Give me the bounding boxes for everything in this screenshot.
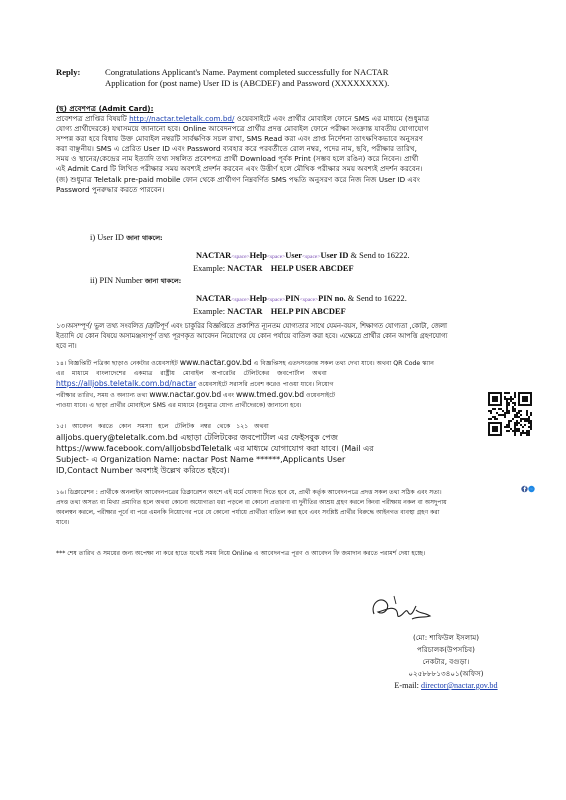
space-token: <space> [266,254,286,260]
signatory-title: পরিচালক(উপসচিব) [416,645,475,654]
signatory-phone: ০২৫৮৮৮১৩৪০১(অফিস) [408,669,484,678]
pin-heading-text: ii) PIN Number [90,276,143,285]
note-line [56,390,476,401]
note-line [56,379,476,390]
director-email-link[interactable]: director@nactar.gov.bd [421,681,498,690]
admit-text: প্রবেশপত্র প্রাপ্তির বিষয়টি [56,114,130,123]
sms-token: PIN [285,294,300,303]
admit-text: ওয়েবসাইটে এবং প্রার্থীর মোবাইল ফোনে SMS এর মাধ্যমে (শুধুমাত্র [234,114,430,123]
note-line: অবলম্বন করলে, পরীক্ষার পূর্বে বা পরে এমনকি নিয়োগের পরে যে কোনো পর্যায়ে প্রার্থীতা বাতিল করা হবে এবং সংশ্লিষ্ট প্রার্থীর বিরুদ্ধে আইনগত ব্যবস্থা গ্রহণ করা [56,509,440,516]
qr-code-icon [488,392,532,440]
note-text: ১৪। বিজ্ঞপ্তিটি পত্রিকা ছাড়াও নেকটার ওয়েবসাইট [56,360,180,367]
nactar-website-text: www.nactar.gov.bd [149,390,222,399]
pin-heading [90,275,407,287]
signatory-org: নেকটার, বগুড়া। [422,657,470,666]
sms-token: Help [249,251,267,260]
admit-para-line: সময় ও স্থানের/কেন্দ্রের নাম ইত্যাদি তথ্য সম্বলিত প্রবেশপত্র প্রার্থী Download পূর্বক Print (সম্ভব হলে রঙিন) করে নিবেন। প্রার্থী [56,154,419,163]
recovery-para-line: (জ) শুধুমাত্র Teletalk pre-paid mobile ফোন থেকে প্রার্থীগণ নিম্নবর্ণিত SMS পদ্ধতি অনুসরণ করে নিজ নিজ User ID এবং [56,175,420,184]
note-line: ১৫। আবেদন করতে কোন সমস্যা হলে টেলিটক নম্বর থেকে ১২১ অথবা [56,423,269,430]
alljobs-link[interactable]: https://alljobs.teletalk.com.bd/nactar [56,379,197,388]
space-token: <space> [266,297,286,303]
admit-para-line: যোগ্য প্রার্থীদেরকে) যথাসময়ে জানানো হবে। Online আবেদনপত্রে প্রার্থীর প্রদত্ত মোবাইল ফোনে পরীক্ষা সংক্রান্ত যাবতীয় যোগাযোগ [56,124,429,133]
space-token: <space> [299,297,319,303]
note-line: ১৬। ডিক্লারেশন : প্রার্থীকে অনলাইন আবেদনপত্রের ডিক্লারেশন অংশে এই মর্মে ঘোষণা দিতে হবে যে, প্রার্থী কর্তৃক আবেদনপত্রে প্রদত্ত সকল তথ্য সঠিক এবং সত্য। [56,489,442,496]
user-id-sms-format [196,250,410,263]
note-line: ইত্যাদি যে কোন বিষয়ে অসামঞ্জস্যপূর্ণ তথ্য পূরণকৃত আবেদন নিয়োগের যে কোন পর্যায়ে বাতিল করা হবে। এক্ষেত্রে প্রার্থীর কোন আপত্তি গ্রহণযোগ্য [56,332,448,340]
note-line: *** শেষ তারিখ ও সময়ের জন্য অপেক্ষা না করে হাতে যথেষ্ট সময় নিয়ে Online এ আবেদনপত্র পূরণ ও আবেদন ফি জমাদান করতে পরামর্শ দেয়া হচ্ছে। [56,550,426,557]
note-text: এবং [221,392,236,399]
space-token: <space> [231,254,250,260]
example-label: Example: [193,307,226,316]
note-line: https://www.facebook.com/alljobsbdTeletalk এর মাধ্যমে যোগাযোগ করা যাবে। (Mail এর [56,444,374,453]
deadline-advice [56,549,528,559]
pin-sms-format [196,293,407,306]
sms-token: User [285,251,303,260]
note-16 [56,488,528,528]
admit-para-line [56,114,526,124]
note-line: হবে না। [56,342,77,350]
space-token: <space> [231,297,250,303]
note-line: ID,Contact Number অবশ্যই উল্লেখ করিতে হইবে)। [56,466,230,475]
note-13 [56,321,526,351]
signatory-name: (মো: শাফিউল ইসলাম) [412,633,480,642]
note-text: ওয়েবসাইটে [304,392,336,399]
user-id-heading-suffix: জানা থাকলে: [123,234,163,242]
tmed-website-text: www.tmed.gov.bd [235,390,305,399]
nactar-website-text: www.nactar.gov.bd [179,358,252,367]
signature-image [366,592,444,632]
pin-heading-suffix: জানা থাকলে: [142,277,182,285]
email-label: E-mail: [394,681,422,690]
note-line: alljobs.query@teletalk.com.bd এছাড়া টেলিটকের জবপোর্টাল এর ফেইসবুক পেজ [56,433,338,442]
note-line: যাবে। [56,519,70,526]
sms-token: PIN no. [318,294,346,303]
sms-token: NACTAR [196,294,232,303]
note-line [56,358,476,369]
note-line: ১৩।অসম্পূর্ণ/ ভুল তথ্য সংবলিত /ত্রুটিপূর্ণ এবং চাকুরির বিজ্ঞপ্তিতে প্রকাশিত ন্যূনতম যোগ্যতার সাথে যেমন-বয়স, শিক্ষাগত যোগ্যতা ,কোটা, জেলা [56,322,447,330]
admit-para-line: এই Admit Card টি লিখিত পরীক্ষার সময় অবশ্যই প্রদর্শন করবেন এবং উত্তীর্ণ হলে মৌখিক পরীক্ষার সময় অবশ্যই প্রদর্শন করবেন। [56,164,423,173]
user-id-sms-block [90,232,410,274]
example-text: NACTAR HELP USER ABCDEF [227,264,354,273]
example-text: NACTAR HELP PIN ABCDEF [227,307,346,316]
sms-token: Help [249,294,267,303]
user-id-example [193,263,410,274]
note-line: পাওয়া যাবে। এ ছাড়া প্রার্থীর মোবাইলে SMS এর মাধ্যমে (শুধুমাত্র যোগ্য প্রার্থীদেরকে) জানানো হবে। [56,402,302,409]
signature-block [356,632,536,692]
admit-para-line: করা বাঞ্ছনীয়। SMS এ প্রেরিত User ID এবং Password ব্যবহার করে পরবর্তীতে রোল নম্বর, পদের নাম, ছবি, পরীক্ষার তারিখ, [56,144,417,153]
sms-token: User ID [320,251,349,260]
svg-text:f: f [523,486,527,493]
reply-line-1: Congratulations Applicant's Name. Payment completed successfully for NACTAR [105,67,389,77]
pin-sms-block [90,275,407,317]
note-14 [56,358,476,411]
admit-card-section [56,104,526,195]
user-id-heading-text: i) User ID [90,233,124,242]
signatory-email-line [356,680,536,692]
note-text: পরীক্ষার তারিখ, সময় ও অন্যান্য তথ্য [56,392,150,399]
space-token: <space> [302,254,321,260]
teletalk-link[interactable]: http://nactar.teletalk.com.bd/ [129,114,235,123]
note-line: Subject- এ Organization Name: nactar Post Name ******,Applicants User [56,455,346,464]
note-15 [56,422,476,476]
pin-example [193,306,407,317]
reply-block [56,67,526,89]
reply-label: Reply: [56,67,81,77]
sms-tail: & Send to 16222. [345,294,407,303]
note-text: এ বিজ্ঞপ্তিসহ এতদসংক্রান্ত সকল তথ্য দেখা যাবে। অথবা QR Code স্ক্যান [251,360,434,367]
admit-card-heading: (ছ) প্রবেশপত্র (Admit Card): [56,104,154,113]
reply-line-2: Application for (post name) User ID is (ABCDEF) and Password (XXXXXXXX). [105,78,390,88]
example-label: Example: [193,264,226,273]
sms-token: NACTAR [196,251,232,260]
admit-para-line: সম্পন্ন করা হবে বিধায় উক্ত মোবাইল নম্বরটি সার্বক্ষণিক সচল রাখা, SMS Read করা এবং প্রাপ্ত নির্দেশনা তাৎক্ষণিকভাবে অনুসরণ [56,134,424,143]
note-line: প্রদত্ত তথ্য অসত্য বা মিথ্যা প্রমাণিত হলে অথবা কোনো অযোগ্যতা ধরা পড়লে বা কোনো প্রতারণা বা দুর্নীতির আশ্রয় গ্রহণ করলে কিংবা পরীক্ষায় নকল বা অসদুপায় [56,499,447,506]
recovery-para-line: Password পুনরুদ্ধার করতে পারবেন। [56,185,165,194]
user-id-heading [90,232,410,244]
note-text: ওয়েবসাইটে সরাসরি প্রবেশ করেও পাওয়া যাবে। নিয়োগ [196,381,334,388]
sms-tail: & Send to 16222. [348,251,410,260]
note-line: এর মাধ্যমে বাংলাদেশের একমাত্র রাষ্ট্রীয় মোবাইল অপারেটর টেলিটকের জবপোর্টাল অথবা [56,370,327,377]
